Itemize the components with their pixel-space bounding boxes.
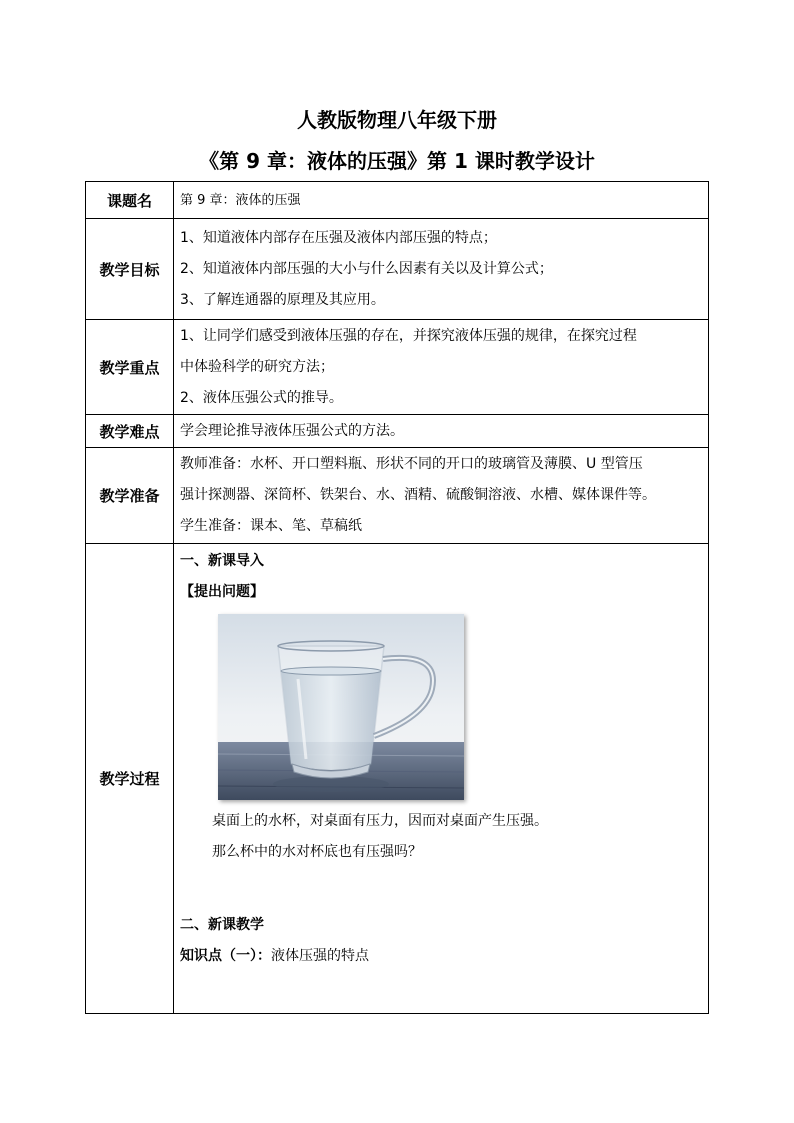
preparation-label: 教学准备 xyxy=(86,448,174,544)
key-point-line: 中体验科学的研究方法； xyxy=(180,358,334,375)
intro-paragraph: 桌面上的水杯，对桌面有压力，因而对桌面产生压强。 xyxy=(212,813,548,829)
key-point-line: 1、让同学们感受到液体压强的存在，并探究液体压强的规律，在探究过程 xyxy=(180,327,637,344)
topic-label: 课题名 xyxy=(86,182,174,219)
question-paragraph: 那么杯中的水对杯底也有压强吗？ xyxy=(212,844,422,860)
goal-item: 3、了解连通器的原理及其应用。 xyxy=(180,291,385,308)
row-goals xyxy=(86,219,709,320)
row-key-points xyxy=(86,320,709,415)
goals-label: 教学目标 xyxy=(86,219,174,320)
process-content xyxy=(174,544,709,1014)
row-difficulty xyxy=(86,415,709,448)
document-subtitle: 《第 9 章：液体的压强》第 1 课时教学设计 xyxy=(199,149,595,173)
row-topic xyxy=(86,182,709,219)
difficulty-text: 学会理论推导液体压强公式的方法。 xyxy=(180,422,404,439)
key-point-line: 2、液体压强公式的推导。 xyxy=(180,389,343,406)
section-heading: 二、新课教学 xyxy=(180,917,264,933)
water-glass-illustration xyxy=(218,614,464,800)
preparation-line: 学生准备：课本、笔、草稿纸 xyxy=(180,518,362,534)
goal-item: 2、知道液体内部压强的大小与什么因素有关以及计算公式； xyxy=(180,260,553,277)
process-label: 教学过程 xyxy=(86,544,174,1014)
difficulty-content xyxy=(174,415,709,448)
goal-item: 1、知道液体内部存在压强及液体内部压强的特点； xyxy=(180,229,497,246)
section-heading: 一、新课导入 xyxy=(180,553,264,569)
key-points-label: 教学重点 xyxy=(86,320,174,415)
knowledge-point-text: 液体压强的特点 xyxy=(271,948,369,964)
topic-value xyxy=(174,182,709,219)
knowledge-point-label: 知识点（一）： xyxy=(180,948,271,964)
goals-content xyxy=(174,219,709,320)
document-title: 人教版物理八年级下册 xyxy=(297,108,497,132)
key-points-content xyxy=(174,320,709,415)
subsection-heading: 【提出问题】 xyxy=(180,584,264,600)
row-process xyxy=(86,544,709,1014)
lesson-plan-table xyxy=(85,181,709,1014)
knowledge-point xyxy=(180,941,704,972)
preparation-content xyxy=(174,448,709,544)
preparation-line: 教师准备：水杯、开口塑料瓶、形状不同的开口的玻璃管及薄膜、U 型管压 xyxy=(180,456,643,472)
preparation-line: 强计探测器、深筒杯、铁架台、水、酒精、硫酸铜溶液、水槽、媒体课件等。 xyxy=(180,487,656,503)
topic-text: 第 9 章：液体的压强 xyxy=(180,192,301,208)
water-glass-photo xyxy=(218,614,464,800)
row-preparation xyxy=(86,448,709,544)
difficulty-label: 教学难点 xyxy=(86,415,174,448)
